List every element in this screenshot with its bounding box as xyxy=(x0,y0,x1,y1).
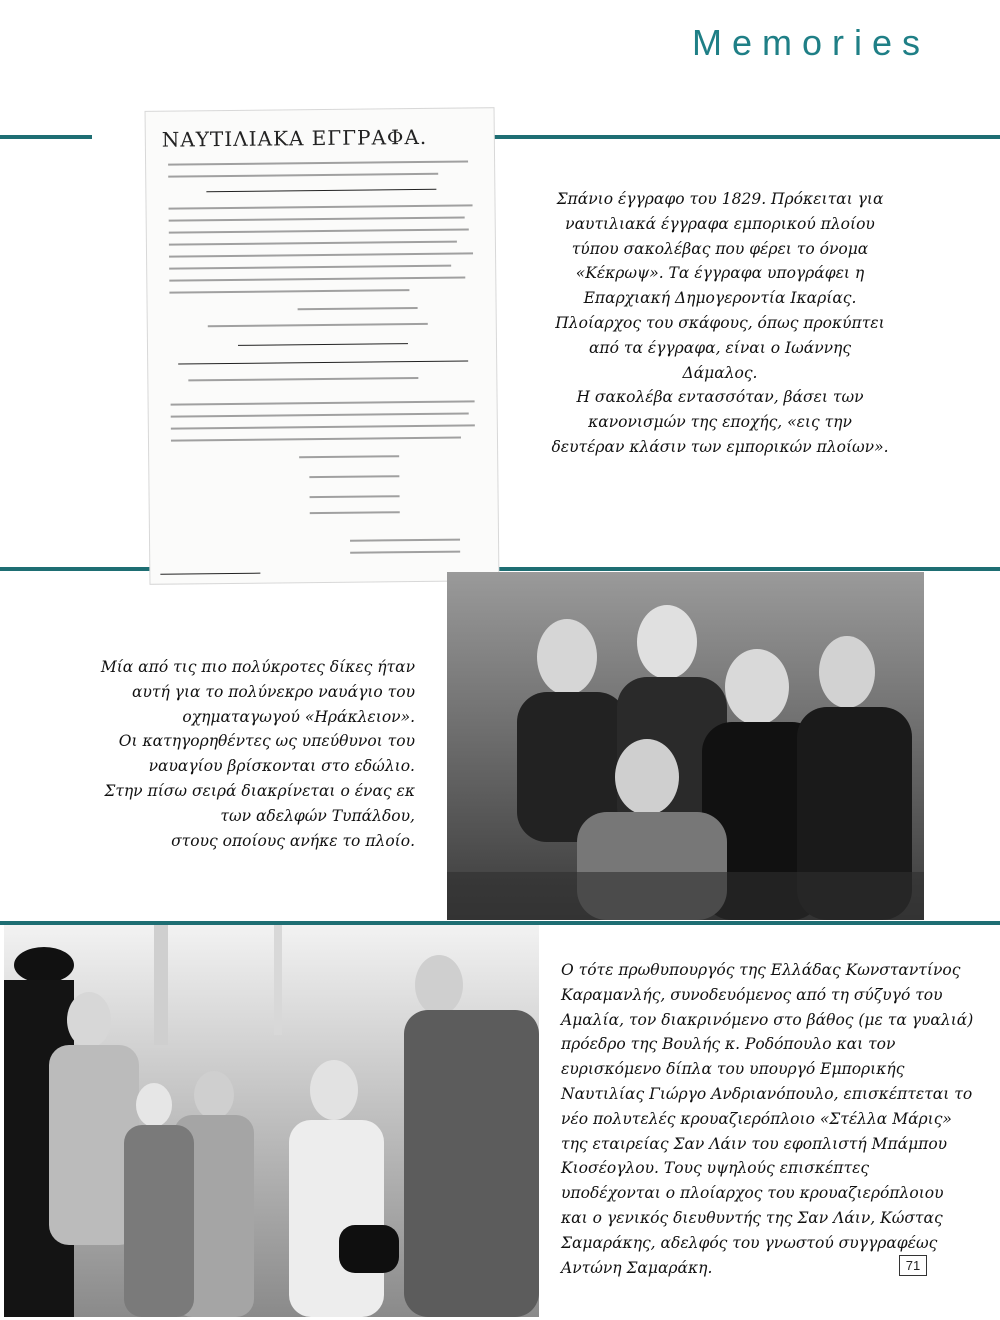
caption-line: από τα έγγραφα, είναι ο Ιωάννης xyxy=(588,338,852,357)
section-title: Memories xyxy=(691,22,930,63)
ship-visit-photo xyxy=(4,925,539,1317)
top-rule-left xyxy=(0,135,92,139)
caption-line: Μία από τις πιο πολύκροτες δίκες ήταν xyxy=(100,658,415,676)
caption-line: Η σακολέβα εντασσόταν, βάσει των xyxy=(576,388,864,407)
caption-line: της εταιρείας Σαν Λάιν του εφοπλιστή Μπάμπου xyxy=(561,1134,948,1153)
caption-line: Σαμαράκης, αδελφός του γνωστού συγγραφέως xyxy=(561,1233,938,1252)
caption-line: Οι κατηγορηθέντες ως υπεύθυνοι του xyxy=(118,732,415,751)
historical-document-image xyxy=(146,108,499,584)
caption-line: Επαρχιακή Δημογεροντία Ικαρίας. xyxy=(583,289,857,308)
courtroom-photo xyxy=(447,572,924,920)
caption-line: νέο πολυτελές κρουαζιερόπλοιο «Στέλλα Μάρις» xyxy=(561,1109,952,1128)
caption-line: οχηματαγωγού «Ηράκλειον». xyxy=(182,707,415,726)
caption-line: υποδέχονται ο πλοίαρχος του κρουαζιερόπλοιου xyxy=(561,1184,944,1203)
caption-line: τύπου σακολέβας που φέρει το όνομα xyxy=(571,239,869,258)
caption-line: ναυτιλιακά έγγραφα εμπορικού πλοίου xyxy=(565,214,875,233)
top-rule-right xyxy=(445,135,1000,139)
document-caption xyxy=(540,187,900,460)
document-heading: ΝΑΥΤΙΛΙΑΚΑ ΕΓΓΡΑΦΑ. xyxy=(161,124,428,152)
caption-line: στους οποίους ανήκε το πλοίο. xyxy=(171,831,415,850)
caption-line: των αδελφών Τυπάλδου, xyxy=(220,806,415,825)
trial-caption xyxy=(100,655,415,853)
caption-line: και ο γενικός διευθυντής της Σαν Λάιν, Κώστας xyxy=(561,1208,943,1227)
caption-line: Στην πίσω σειρά διακρίνεται ο ένας εκ xyxy=(104,781,415,800)
caption-line: ναυαγίου βρίσκονται στο εδώλιο. xyxy=(148,757,415,776)
caption-line: αυτή για το πολύνεκρο ναυάγιο του xyxy=(132,682,415,701)
caption-line: Καραμανλής, συνοδευόμενος από τη σύζυγό του xyxy=(561,985,943,1004)
caption-line: Κιοσέογλου. Τους υψηλούς επισκέπτες xyxy=(561,1159,870,1178)
caption-line: Ο τότε πρωθυπουργός της Ελλάδας Κωνσταντίνος xyxy=(561,961,961,979)
caption-line: ευρισκόμενο δίπλα του υπουργό Εμπορικής xyxy=(561,1060,905,1079)
caption-line: «Κέκρωψ». Τα έγγραφα υπογράφει η xyxy=(575,264,865,283)
visit-caption xyxy=(561,958,974,1280)
caption-line: δευτέραν κλάσιν των εμπορικών πλοίων». xyxy=(551,437,889,456)
caption-line: Σπάνιο έγγραφο του 1829. Πρόκειται για xyxy=(556,190,884,208)
page-number: 71 xyxy=(899,1255,927,1276)
caption-line: Πλοίαρχος του σκάφους, όπως προκύπτει xyxy=(555,313,885,332)
caption-line: Ναυτιλίας Γιώργο Ανδριανόπουλο, επισκέπτεται το xyxy=(561,1084,973,1103)
caption-line: Δάμαλος. xyxy=(682,363,758,382)
caption-line: Αμαλία, τον διακρινόμενο στο βάθος (με τα γυαλιά) xyxy=(561,1010,974,1029)
caption-line: κανονισμών της εποχής, «εις την xyxy=(588,413,852,432)
caption-line: πρόεδρο της Βουλής κ. Ροδόπουλο και τον xyxy=(561,1035,896,1054)
caption-line: Αντώνη Σαμαράκη. xyxy=(561,1258,713,1277)
